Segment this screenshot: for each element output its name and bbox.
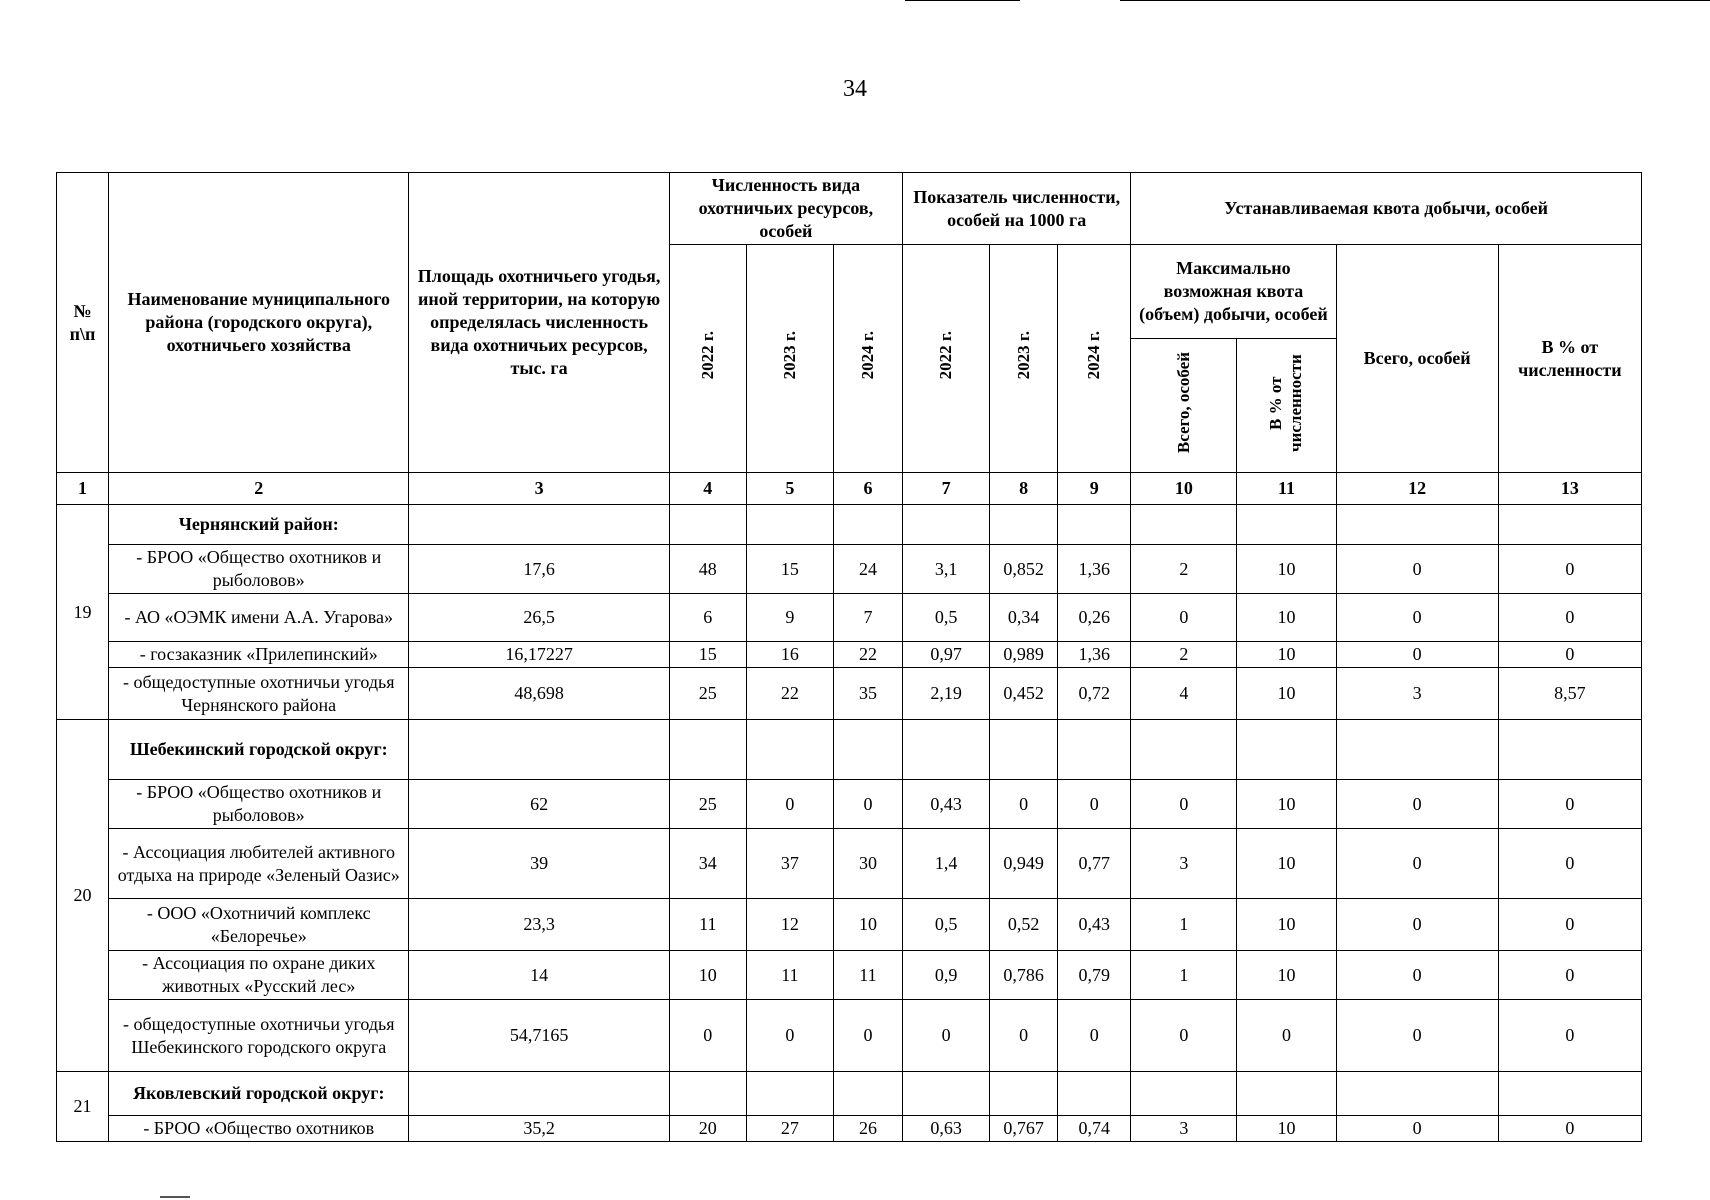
value-cell: 1 — [1131, 899, 1237, 951]
value-cell: 0 — [903, 1000, 990, 1072]
value-cell: 34 — [669, 829, 746, 899]
value-cell: 12 — [746, 899, 833, 951]
hunting-ground-name: - Ассоциация любителей активного отдыха на природе «Зеленый Оазис» — [109, 829, 409, 899]
empty-cell — [833, 1072, 902, 1116]
value-cell: 4 — [1131, 668, 1237, 720]
value-cell: 35 — [833, 668, 902, 720]
header-density-2024: 2024 г. — [1058, 245, 1131, 473]
value-cell: 10 — [1237, 829, 1336, 899]
value-cell: 26 — [833, 1116, 902, 1142]
group-title-row — [57, 720, 1642, 780]
empty-cell — [746, 1072, 833, 1116]
value-cell: 27 — [746, 1116, 833, 1142]
hunting-ground-name: - общедоступные охотничьи угодья Чернянского района — [109, 668, 409, 720]
value-cell: 17,6 — [409, 545, 669, 594]
value-cell: 1,4 — [903, 829, 990, 899]
value-cell: 10 — [833, 899, 902, 951]
empty-cell — [746, 505, 833, 545]
value-cell: 0 — [746, 1000, 833, 1072]
hunting-ground-name: - общедоступные охотничьи угодья Шебекинского городского округа — [109, 1000, 409, 1072]
value-cell: 0 — [1336, 780, 1498, 829]
header-percent: В % от численности — [1498, 245, 1641, 473]
column-number: 13 — [1498, 473, 1641, 505]
value-cell: 62 — [409, 780, 669, 829]
value-cell: 0 — [1498, 594, 1641, 642]
table-row — [57, 594, 1642, 642]
value-cell: 1,36 — [1058, 545, 1131, 594]
value-cell: 15 — [746, 545, 833, 594]
empty-cell — [833, 505, 902, 545]
empty-cell — [669, 505, 746, 545]
group-title-row — [57, 1072, 1642, 1116]
value-cell: 16,17227 — [409, 642, 669, 668]
value-cell: 3,1 — [903, 545, 990, 594]
hunting-ground-name: - БРОО «Общество охотников и рыболовов» — [109, 780, 409, 829]
header-max-quota: Максимально возможная квота (объем) добычи, особей — [1131, 245, 1336, 339]
value-cell: 15 — [669, 642, 746, 668]
empty-cell — [1058, 720, 1131, 780]
value-cell: 10 — [669, 951, 746, 1000]
value-cell: 0 — [746, 780, 833, 829]
value-cell: 0 — [990, 780, 1058, 829]
value-cell: 7 — [833, 594, 902, 642]
value-cell: 25 — [669, 668, 746, 720]
value-cell: 0 — [1498, 780, 1641, 829]
value-cell: 1 — [1131, 951, 1237, 1000]
column-number: 3 — [409, 473, 669, 505]
value-cell: 0,5 — [903, 594, 990, 642]
value-cell: 3 — [1336, 668, 1498, 720]
column-number: 9 — [1058, 473, 1131, 505]
empty-cell — [1336, 720, 1498, 780]
empty-cell — [1131, 720, 1237, 780]
header-max-total: Всего, особей — [1131, 339, 1237, 473]
value-cell: 0 — [1336, 829, 1498, 899]
value-cell: 0,34 — [990, 594, 1058, 642]
column-number: 2 — [109, 473, 409, 505]
value-cell: 0 — [1058, 1000, 1131, 1072]
column-number: 1 — [57, 473, 109, 505]
hunting-ground-name: - ООО «Охотничий комплекс «Белоречье» — [109, 899, 409, 951]
table-row — [57, 1116, 1642, 1142]
value-cell: 11 — [833, 951, 902, 1000]
value-cell: 0,852 — [990, 545, 1058, 594]
value-cell: 0 — [1336, 951, 1498, 1000]
value-cell: 0 — [990, 1000, 1058, 1072]
value-cell: 48,698 — [409, 668, 669, 720]
empty-cell — [1498, 1072, 1641, 1116]
value-cell: 0,452 — [990, 668, 1058, 720]
page-number: 34 — [843, 76, 867, 102]
value-cell: 10 — [1237, 545, 1336, 594]
column-number: 8 — [990, 473, 1058, 505]
top-rule-right — [1120, 0, 1710, 1]
table-row — [57, 780, 1642, 829]
value-cell: 14 — [409, 951, 669, 1000]
value-cell: 10 — [1237, 899, 1336, 951]
column-number: 4 — [669, 473, 746, 505]
value-cell: 39 — [409, 829, 669, 899]
value-cell: 0 — [1131, 1000, 1237, 1072]
value-cell: 11 — [746, 951, 833, 1000]
value-cell: 35,2 — [409, 1116, 669, 1142]
empty-cell — [409, 1072, 669, 1116]
value-cell: 20 — [669, 1116, 746, 1142]
value-cell: 26,5 — [409, 594, 669, 642]
value-cell: 0,43 — [1058, 899, 1131, 951]
value-cell: 10 — [1237, 668, 1336, 720]
hunting-ground-name: - госзаказник «Прилепинский» — [109, 642, 409, 668]
table-body — [57, 505, 1642, 1142]
table-row — [57, 545, 1642, 594]
value-cell: 0,52 — [990, 899, 1058, 951]
empty-cell — [746, 720, 833, 780]
value-cell: 37 — [746, 829, 833, 899]
value-cell: 2 — [1131, 545, 1237, 594]
value-cell: 0 — [1498, 829, 1641, 899]
empty-cell — [1237, 1072, 1336, 1116]
value-cell: 0 — [1336, 1116, 1498, 1142]
header-count-2024: 2024 г. — [833, 245, 902, 473]
value-cell: 0,5 — [903, 899, 990, 951]
column-number: 11 — [1237, 473, 1336, 505]
value-cell: 54,7165 — [409, 1000, 669, 1072]
value-cell: 0 — [1237, 1000, 1336, 1072]
value-cell: 22 — [746, 668, 833, 720]
header-name: Наименование муниципального района (городского округа), охотничьего хозяйства — [109, 173, 409, 473]
value-cell: 11 — [669, 899, 746, 951]
value-cell: 10 — [1237, 1116, 1336, 1142]
value-cell: 0 — [1336, 545, 1498, 594]
header-number: № п\п — [57, 173, 109, 473]
value-cell: 6 — [669, 594, 746, 642]
row-number: 19 — [57, 505, 109, 720]
value-cell: 0,949 — [990, 829, 1058, 899]
column-number: 12 — [1336, 473, 1498, 505]
header-max-percent: В % от численности — [1237, 339, 1336, 473]
group-title: Яковлевский городской округ: — [109, 1072, 409, 1116]
empty-cell — [1058, 1072, 1131, 1116]
header-density: Показатель численности, особей на 1000 га — [903, 173, 1131, 245]
empty-cell — [669, 1072, 746, 1116]
value-cell: 0,43 — [903, 780, 990, 829]
column-number: 5 — [746, 473, 833, 505]
header-density-2022: 2022 г. — [903, 245, 990, 473]
empty-cell — [990, 720, 1058, 780]
value-cell: 0 — [1498, 1000, 1641, 1072]
value-cell: 0 — [1498, 545, 1641, 594]
empty-cell — [1131, 505, 1237, 545]
table-row — [57, 1000, 1642, 1072]
quota-table — [56, 172, 1642, 1142]
value-cell: 0,97 — [903, 642, 990, 668]
value-cell: 0 — [1498, 1116, 1641, 1142]
value-cell: 0,74 — [1058, 1116, 1131, 1142]
value-cell: 0 — [1498, 899, 1641, 951]
empty-cell — [903, 1072, 990, 1116]
value-cell: 24 — [833, 545, 902, 594]
value-cell: 0,63 — [903, 1116, 990, 1142]
value-cell: 23,3 — [409, 899, 669, 951]
value-cell: 0 — [1131, 780, 1237, 829]
empty-cell — [1058, 505, 1131, 545]
value-cell: 0,9 — [903, 951, 990, 1000]
hunting-ground-name: - Ассоциация по охране диких животных «Русский лес» — [109, 951, 409, 1000]
value-cell: 2 — [1131, 642, 1237, 668]
empty-cell — [669, 720, 746, 780]
value-cell: 0 — [833, 1000, 902, 1072]
value-cell: 8,57 — [1498, 668, 1641, 720]
value-cell: 0,77 — [1058, 829, 1131, 899]
footer-mark — [160, 1196, 190, 1198]
table-row — [57, 829, 1642, 899]
value-cell: 0 — [1131, 594, 1237, 642]
row-number: 21 — [57, 1072, 109, 1142]
group-title-row — [57, 505, 1642, 545]
hunting-ground-name: - АО «ОЭМК имени А.А. Угарова» — [109, 594, 409, 642]
header-count: Численность вида охотничьих ресурсов, особей — [669, 173, 902, 245]
value-cell: 0 — [669, 1000, 746, 1072]
row-number: 20 — [57, 720, 109, 1072]
value-cell: 0 — [1058, 780, 1131, 829]
empty-cell — [1336, 1072, 1498, 1116]
header-total: Всего, особей — [1336, 245, 1498, 473]
value-cell: 0 — [1336, 1000, 1498, 1072]
table-row — [57, 951, 1642, 1000]
column-number: 7 — [903, 473, 990, 505]
empty-cell — [990, 1072, 1058, 1116]
value-cell: 0 — [1498, 951, 1641, 1000]
header-count-2022: 2022 г. — [669, 245, 746, 473]
value-cell: 0,26 — [1058, 594, 1131, 642]
value-cell: 0 — [1336, 594, 1498, 642]
empty-cell — [1237, 720, 1336, 780]
value-cell: 10 — [1237, 594, 1336, 642]
hunting-ground-name: - БРОО «Общество охотников — [109, 1116, 409, 1142]
column-number: 10 — [1131, 473, 1237, 505]
value-cell: 48 — [669, 545, 746, 594]
header-quota: Устанавливаемая квота добычи, особей — [1131, 173, 1642, 245]
value-cell: 22 — [833, 642, 902, 668]
table-row — [57, 642, 1642, 668]
value-cell: 0 — [1336, 899, 1498, 951]
value-cell: 25 — [669, 780, 746, 829]
empty-cell — [1131, 1072, 1237, 1116]
empty-cell — [990, 505, 1058, 545]
empty-cell — [833, 720, 902, 780]
value-cell: 0,786 — [990, 951, 1058, 1000]
value-cell: 10 — [1237, 951, 1336, 1000]
value-cell: 10 — [1237, 780, 1336, 829]
header-density-2023: 2023 г. — [990, 245, 1058, 473]
empty-cell — [903, 720, 990, 780]
value-cell: 0,767 — [990, 1116, 1058, 1142]
value-cell: 10 — [1237, 642, 1336, 668]
empty-cell — [1336, 505, 1498, 545]
empty-cell — [1498, 505, 1641, 545]
empty-cell — [409, 720, 669, 780]
column-number: 6 — [833, 473, 902, 505]
table-header — [57, 173, 1642, 505]
value-cell: 16 — [746, 642, 833, 668]
group-title: Чернянский район: — [109, 505, 409, 545]
header-count-2023: 2023 г. — [746, 245, 833, 473]
column-number-row — [57, 473, 1642, 505]
table-row — [57, 668, 1642, 720]
empty-cell — [1498, 720, 1641, 780]
value-cell: 0,72 — [1058, 668, 1131, 720]
value-cell: 0,79 — [1058, 951, 1131, 1000]
empty-cell — [409, 505, 669, 545]
value-cell: 30 — [833, 829, 902, 899]
value-cell: 3 — [1131, 829, 1237, 899]
empty-cell — [1237, 505, 1336, 545]
value-cell: 3 — [1131, 1116, 1237, 1142]
header-area: Площадь охотничьего угодья, иной территории, на которую определялась численность вида охотничьих ресурсов, тыс. га — [409, 173, 669, 473]
top-rule-left — [905, 0, 1020, 1]
value-cell: 0 — [833, 780, 902, 829]
group-title: Шебекинский городской округ: — [109, 720, 409, 780]
empty-cell — [903, 505, 990, 545]
value-cell: 0,989 — [990, 642, 1058, 668]
hunting-ground-name: - БРОО «Общество охотников и рыболовов» — [109, 545, 409, 594]
value-cell: 0 — [1336, 642, 1498, 668]
table-row — [57, 899, 1642, 951]
value-cell: 9 — [746, 594, 833, 642]
value-cell: 1,36 — [1058, 642, 1131, 668]
value-cell: 2,19 — [903, 668, 990, 720]
value-cell: 0 — [1498, 642, 1641, 668]
